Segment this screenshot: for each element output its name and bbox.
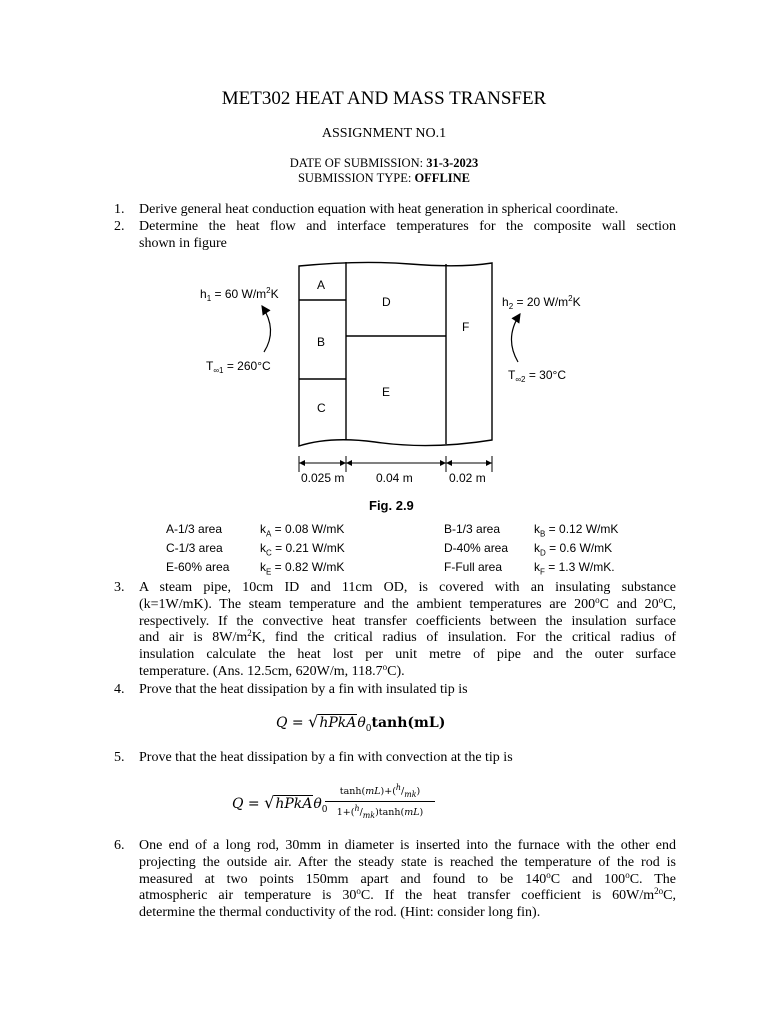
question-number: 1. — [114, 202, 125, 217]
text-line: (k=1W/mK). The steam temperature and the ambient temperatures are 200$^o$C and 20$^o$C, — [139, 594, 676, 612]
property-area: E-60% area — [166, 560, 230, 574]
t2-label: $T_{\infty 2} = 30^\circ C$ — [508, 368, 566, 384]
text-line: atmospheric air temperature is 30$^o$C. If the heat transfer coefficient is $60W/m^{2o}C$, — [139, 886, 677, 904]
question-text — [139, 580, 676, 681]
type-value: OFFLINE — [414, 171, 471, 185]
submission-type — [0, 171, 768, 186]
property-area: A-1/3 area — [166, 522, 223, 536]
date-label: DATE OF SUBMISSION: — [289, 156, 427, 170]
text-line: temperature. (Ans. 12.5cm, 620W/m, 118.7$^o$C). — [139, 661, 405, 679]
fraction-denominator: $1+(^h/_{mk})\tanh(mL)$ — [336, 804, 424, 821]
fin-equation-insulated-tip: Q = √hPkAθ$_0$tanh(mL) — [276, 712, 446, 734]
layer-label-d: D — [382, 295, 391, 309]
dimension-label: 0.02 m — [449, 471, 486, 485]
dimension-label: 0.025 m — [301, 471, 345, 485]
text-line: respectively. If the convective heat transfer coefficients between the insulation surface — [139, 613, 676, 629]
question-text — [139, 219, 676, 253]
equation-fraction — [325, 783, 435, 820]
property-area: D-40% area — [444, 541, 509, 555]
property-value: $k_C = 0.21$ W/mK — [260, 541, 345, 558]
property-value: $k_E = 0.82$ W/mK — [260, 560, 345, 577]
heat-flow-arrow — [262, 306, 271, 352]
heat-flow-arrow — [511, 314, 520, 362]
h2-label: $h_2 = 20$ $W/m^2K$ — [502, 294, 581, 311]
h1-label: $h_1 = 60$ $W/m^2K$ — [200, 286, 279, 303]
text-line: One end of a long rod, 30mm in diameter is inserted into the furnace with the other end — [139, 838, 676, 853]
question-number: 2. — [114, 219, 125, 234]
submission-date — [0, 156, 768, 171]
dimension-lines — [299, 456, 492, 472]
text-line: measured at two points 150mm apart and found to be 140$^o$C and 100$^o$C. The — [139, 869, 676, 887]
fin-equation-convective-tip — [232, 783, 472, 823]
layer-label-f: F — [462, 320, 470, 334]
property-area: F-Full area — [444, 560, 503, 574]
text-line: shown in figure — [139, 235, 227, 251]
assignment-title: ASSIGNMENT NO.1 — [321, 126, 447, 141]
question-text: Prove that the heat dissipation by a fin with convection at the tip is — [139, 750, 513, 765]
question-number: 4. — [114, 682, 125, 697]
dimension-label: 0.04 m — [376, 471, 413, 485]
question-number: 6. — [114, 838, 125, 853]
question-text — [139, 838, 676, 922]
text-line: A steam pipe, 10cm ID and 11cm OD, is covered with an insulating substance — [139, 580, 676, 595]
property-value: $k_F = 1.3$ W/mK. — [534, 560, 615, 577]
text-line: determine the thermal conductivity of the rod. (Hint: consider long fin). — [139, 905, 541, 921]
text-line: Determine the heat flow and interface temperatures for the composite wall section — [139, 219, 676, 234]
text-line: insulation calculate the heat lost per unit metre of pipe and the outer surface — [139, 647, 676, 663]
composite-wall-figure — [160, 258, 640, 518]
fraction-numerator: $\tanh(mL)+(^h/_{mk})$ — [325, 783, 435, 802]
property-value: $k_B = 0.12$ W/mK — [534, 522, 619, 539]
type-label: SUBMISSION TYPE: — [297, 171, 415, 185]
text-line: and air is $8W/m^2K$, find the critical radius of insulation. For the critical radius of — [139, 628, 677, 646]
text-line: projecting the outside air. After the steady state is reached the temperature of the rod is — [139, 854, 676, 870]
wall-outline — [299, 262, 492, 446]
equation-lhs: Q = √hPkAθ$_0$ — [232, 793, 328, 815]
question-number: 5. — [114, 750, 125, 765]
question-text: Derive general heat conduction equation with heat generation in spherical coordinate. — [139, 202, 619, 217]
date-value: 31-3-2023 — [426, 156, 479, 170]
property-value: $k_A = 0.08$ W/mK — [260, 522, 345, 539]
property-area: C-1/3 area — [166, 541, 223, 555]
figure-caption: Fig. 2.9 — [369, 498, 414, 513]
layer-label-e: E — [382, 385, 391, 399]
question-text: Prove that the heat dissipation by a fin with insulated tip is — [139, 682, 468, 697]
course-title: MET302 HEAT AND MASS TRANSFER — [221, 88, 547, 109]
property-area: B-1/3 area — [444, 522, 501, 536]
property-value: $k_D = 0.6$ W/mK — [534, 541, 613, 558]
layer-label-b: B — [317, 335, 326, 349]
t1-label: $T_{\infty 1} = 260^\circ C$ — [206, 359, 271, 375]
layer-label-a: A — [317, 278, 326, 292]
layer-label-c: C — [317, 401, 326, 415]
question-number: 3. — [114, 580, 125, 595]
